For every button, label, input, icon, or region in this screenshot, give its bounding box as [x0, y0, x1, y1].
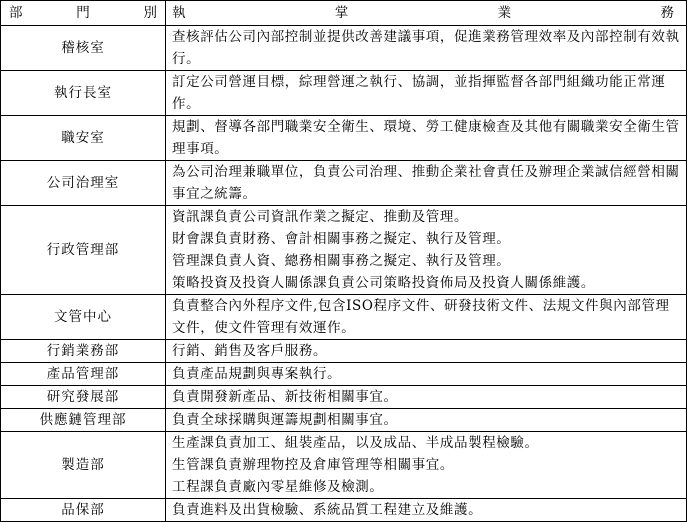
table-row: [1, 116, 687, 161]
table-row: [1, 161, 687, 206]
table-row: [1, 409, 687, 432]
department-duties: [166, 386, 687, 409]
table-row: [1, 295, 687, 340]
department-name: 行政管理部: [1, 206, 166, 295]
table-row: [1, 499, 687, 522]
header-department: [1, 1, 166, 26]
duty-text: 訂定公司營運目標，綜理營運之執行、協調，並指揮監督各部門組織功能正常運作。: [172, 74, 666, 112]
duty-text: 生產課負責加工、組裝產品，以及成品、半成品製程檢驗。: [172, 435, 539, 451]
duty-text: 行銷、銷售及客戶服務。: [172, 343, 328, 359]
duty-text: 規劃、督導各部門職業安全衛生、環境、勞工健康檢查及其他有關職業安全衛生管理事項。: [172, 119, 680, 157]
duty-text: 負責產品規劃與專案執行。: [172, 366, 342, 382]
duty-text: 負責全球採購與運籌規劃相關事宜。: [172, 412, 398, 428]
department-name: 品保部: [1, 499, 166, 522]
header-dept-char: 部: [9, 5, 23, 21]
department-name: 稽核室: [1, 26, 166, 71]
table-row: [1, 340, 687, 363]
department-duties: [166, 409, 687, 432]
department-duties: [166, 26, 687, 71]
table-header-row: [1, 1, 687, 26]
duty-text: 管理課負責人資、總務相關事務之擬定、執行及管理。: [172, 253, 511, 269]
department-duties: [166, 340, 687, 363]
duty-text: 查核評估公司內部控制並提供改善建議事項，促進業務管理效率及內部控制有效執行。: [172, 29, 680, 67]
duty-text: 資訊課負責公司資訊作業之擬定、推動及管理。: [172, 209, 469, 225]
department-name: 行銷業務部: [1, 340, 166, 363]
duty-text: 工程課負責廠內零星維修及檢測。: [172, 479, 384, 495]
header-duty-char: 執: [172, 5, 186, 21]
table-row: [1, 26, 687, 71]
department-duties: [166, 71, 687, 116]
table-row: [1, 386, 687, 409]
table-row: [1, 71, 687, 116]
department-duties: [166, 499, 687, 522]
header-duty-char: 掌: [334, 5, 349, 21]
department-name: 研究發展部: [1, 386, 166, 409]
department-name: 製造部: [1, 432, 166, 499]
table-row: [1, 432, 687, 499]
header-dept-char: 別: [143, 5, 157, 21]
department-duties: [166, 206, 687, 295]
duty-text: 負責進料及出貨檢驗、系統品質工程建立及維護。: [172, 502, 483, 518]
table-row: [1, 363, 687, 386]
department-duties: [166, 161, 687, 206]
header-duty-char: 業: [497, 5, 512, 21]
header-duty-char: 務: [660, 5, 674, 21]
department-duties: [166, 116, 687, 161]
department-name: 公司治理室: [1, 161, 166, 206]
department-name: 供應鏈管理部: [1, 409, 166, 432]
duty-text: 策略投資及投資人關係課負責公司策略投資佈局及投資人關係維護。: [172, 275, 595, 291]
department-duties: [166, 295, 687, 340]
duty-text: 負責整合內外程序文件,包含ISO程序文件、研發技術文件、法規文件與內部管理文件，使文件管理有效運作。: [172, 298, 670, 336]
department-name: 職安室: [1, 116, 166, 161]
header-dept-char: 門: [76, 5, 90, 21]
duty-text: 負責開發新產品、新技術相關事宜。: [172, 389, 398, 405]
header-duties: [166, 1, 687, 26]
department-name: 執行長室: [1, 71, 166, 116]
duty-text: 生管課負責辦理物控及倉庫管理等相關事宜。: [172, 457, 454, 473]
duty-text: 財會課負責財務、會計相關事務之擬定、執行及管理。: [172, 231, 511, 247]
department-duties: [166, 363, 687, 386]
department-name: 文管中心: [1, 295, 166, 340]
duty-text: 為公司治理兼職單位，負責公司治理、推動企業社會責任及辦理企業誠信經營相關事宜之統籌。: [172, 164, 680, 202]
table-row: [1, 206, 687, 295]
department-name: 產品管理部: [1, 363, 166, 386]
department-duties: [166, 432, 687, 499]
